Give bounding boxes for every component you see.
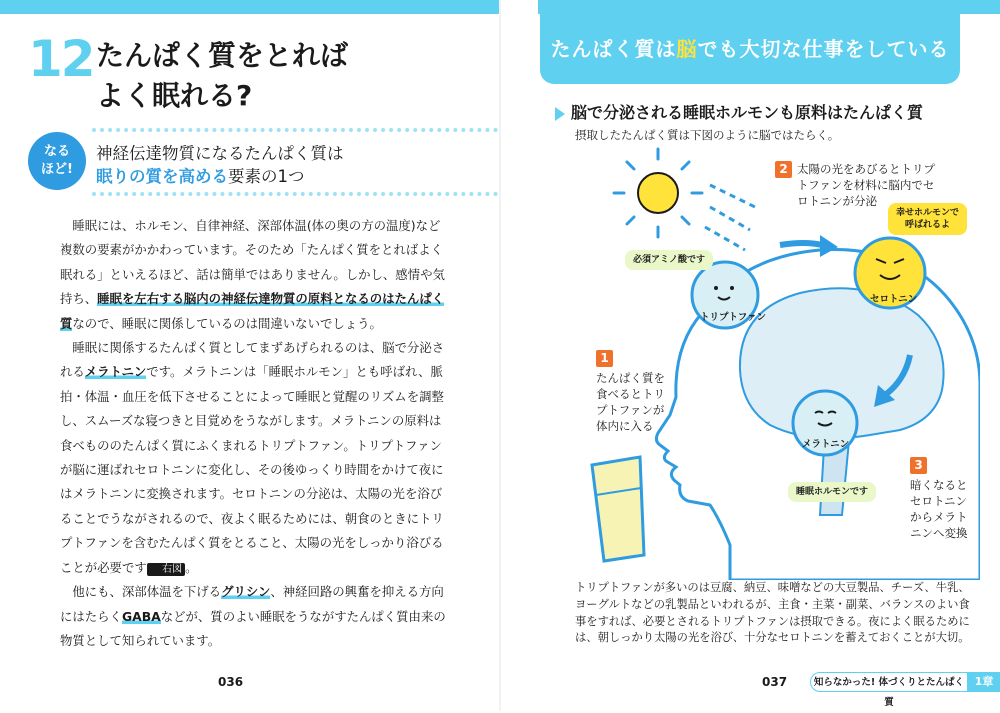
glass-icon xyxy=(592,457,644,561)
p2-text: 睡眠に関係するたんぱく質としてまずあげられるのは、脳で分泌される xyxy=(60,340,445,380)
lead-line2 xyxy=(96,165,492,188)
step-2-number: 2 xyxy=(775,161,792,178)
paragraph-1 xyxy=(60,214,448,336)
sub-heading xyxy=(555,100,923,123)
arrow-tryptophan-to-serotonin xyxy=(780,243,822,245)
left-page xyxy=(0,0,500,711)
chapter-number: 12 xyxy=(28,30,94,88)
p3-text-end: などが、質のよい睡眠をうながすたんぱく質由来の物質として知られています。 xyxy=(60,608,446,648)
step-2-text: 太陽の光をあびるとトリプ トファンを材料に脳内でセ ロトニンが分泌 xyxy=(797,162,935,208)
label-tryptophan: トリプトファン xyxy=(700,312,767,323)
sun-icon xyxy=(614,149,702,237)
triangle-bullet-icon xyxy=(555,107,565,121)
sub-description: 摂取したたんぱく質は下図のように脳ではたらく。 xyxy=(575,128,840,142)
section-banner xyxy=(540,14,960,84)
body-text xyxy=(60,214,448,653)
naruhodo-badge xyxy=(28,132,86,190)
right-page xyxy=(500,0,1000,711)
lead-line1: 神経伝達物質になるたんぱく質は xyxy=(96,144,344,163)
p3-glycine: グリシン xyxy=(221,584,271,600)
step-1-number: 1 xyxy=(596,350,613,367)
p3-gaba: GABA xyxy=(121,608,161,624)
page-number-left: 036 xyxy=(218,675,244,689)
step-1-text: たんぱく質を 食べるとトリ プトファンが 体内に入る xyxy=(596,371,665,433)
label-serotonin: セロトニン xyxy=(870,294,918,305)
p1-text: 睡眠には、ホルモン、自律神経、深部体温(体の奥の方の温度)など複数の要素がかかわっています。そのため「たんぱく質をとればよく眠れる」といえるほど、話は簡単ではありません。しかし、感情や気持ち、 xyxy=(60,218,445,307)
p2-emphasis: メラトニン xyxy=(84,364,147,380)
sun-ray-arrows xyxy=(705,185,755,250)
label-melatonin: メラトニン xyxy=(802,439,850,450)
lead-summary xyxy=(92,128,498,196)
step-3-text: 暗くなると セロトニン からメラト ニンへ変換 xyxy=(910,478,968,540)
chapter-footer xyxy=(810,672,1000,708)
p1-emphasis: 睡眠を左右する脳内の神経伝達物質の原料となるのはたんぱく質 xyxy=(60,291,445,331)
badge-line1: なる xyxy=(43,144,70,159)
top-accent-bar xyxy=(0,0,500,14)
brain-diagram xyxy=(570,145,980,580)
page-number-right: 037 xyxy=(762,675,788,689)
chapter-badge: 1章 xyxy=(968,672,1000,692)
badge-line2: ほど! xyxy=(41,162,73,177)
paragraph-3 xyxy=(60,580,448,653)
sub-heading-text: 脳で分泌される睡眠ホルモンも原料はたんぱく質 xyxy=(571,103,924,122)
bubble-amino-acid: 必須アミノ酸です xyxy=(625,250,713,270)
p2-end: 。 xyxy=(185,559,198,575)
banner-text-a: たんぱく質は xyxy=(550,37,677,61)
bubble-sleep-hormone: 睡眠ホルモンです xyxy=(788,482,876,502)
lead-rest: 要素の1つ xyxy=(228,167,305,186)
banner-keyword: 脳 xyxy=(676,37,698,61)
p2-text-body: です。メラトニンは「睡眠ホルモン」とも呼ばれ、脈拍・体温・血圧を低下させることによって睡眠と覚醒のリズムを調整し、スムーズな寝つきと目覚めをうながします。メラトニンの原料は食べもののたんぱく質にふくまれるトリプトファン。トリプトファンが脳に運ばれセロトニンに変化し、その後ゆっくり時間をかけて夜にはメラトニンに変換されます。セロトニンの分泌は、太陽の光を浴びることでうながされるので、夜よく眠るためには、朝食のときにトリプトファンを含むたんぱく質をとること、太陽の光をしっかり浴びることが必要です xyxy=(60,364,444,575)
step-3 xyxy=(910,457,968,541)
chapter-footer-title: 知らなかった! 体づくりとたんぱく質 xyxy=(810,672,968,692)
footnote-text: トリプトファンが多いのは豆腐、納豆、味噌などの大豆製品、チーズ、牛乳、ヨーグルトなどの乳製品といわれるが、主食・主菜・副菜、バランスのよい食事をすれば、必要とされるトリプトファンは摂取できる。夜によく眠るためには、朝しっかり太陽の光を浴び、十分なセロトニンを蓄えておくことが大切。 xyxy=(575,581,970,645)
lead-highlight: 眠りの質を高める xyxy=(96,167,228,186)
p3-text: 他にも、深部体温を下げる xyxy=(72,584,222,600)
bubble-happy-hormone: 幸せホルモンで 呼ばれるよ xyxy=(888,203,967,235)
banner-text-b: でも大切な仕事をしている xyxy=(697,37,950,61)
page-title: たんぱく質をとれば よく眠れる? xyxy=(96,39,349,112)
top-accent-bar-right xyxy=(538,0,1000,14)
step-1 xyxy=(596,350,665,434)
step-3-number: 3 xyxy=(910,457,927,474)
figure-ref-tag: 右図 xyxy=(147,563,185,576)
p1-text-end: なので、睡眠に関係しているのは間違いないでしょう。 xyxy=(72,315,382,331)
p3-text-mid: 、神経回路の興奮を抑える方向にはたらく xyxy=(60,584,444,624)
step-2 xyxy=(775,161,935,209)
paragraph-2 xyxy=(60,336,448,580)
